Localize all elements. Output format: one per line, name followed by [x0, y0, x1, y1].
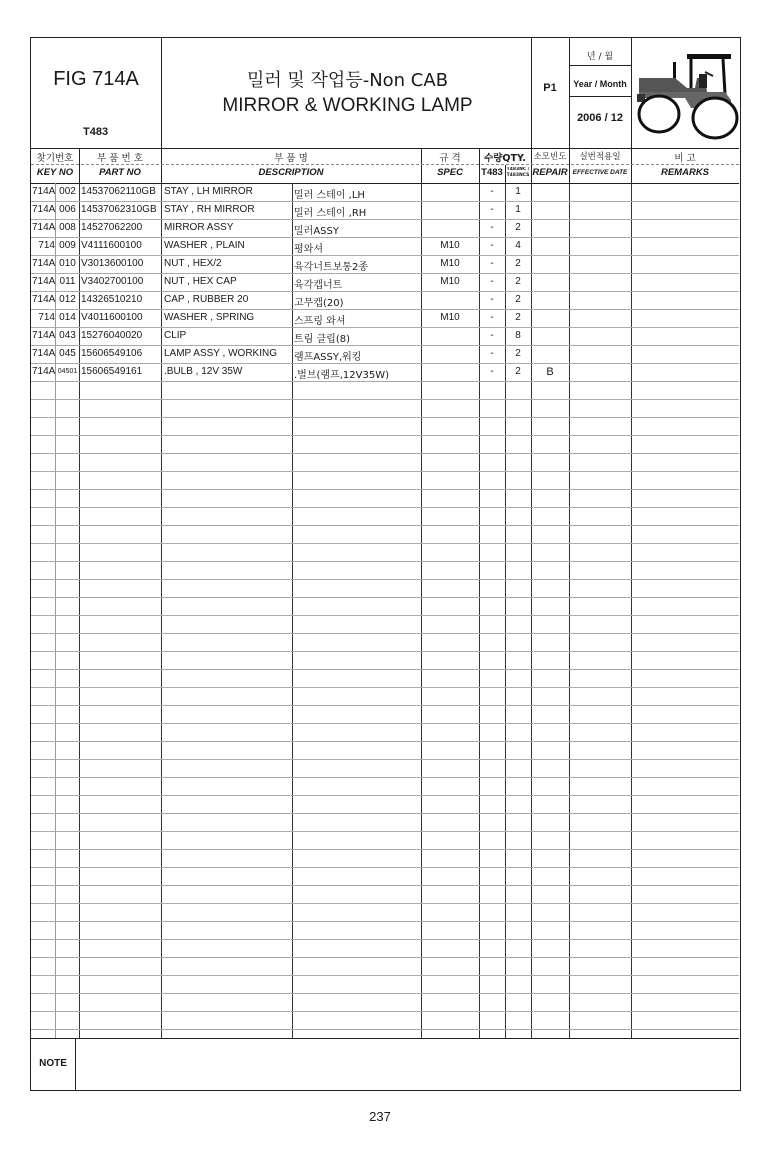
- remarks-heading-korean: 비 고: [674, 153, 696, 164]
- repair-heading: REPAIR: [532, 167, 568, 178]
- page-title-korean: 밀러 및 작업등-Non CAB: [246, 70, 449, 91]
- parts-table: [31, 183, 739, 1038]
- row-line: [31, 777, 739, 778]
- qty-cell: 2: [515, 294, 521, 305]
- key-sub-cell: 002: [59, 186, 76, 197]
- row-line: [31, 813, 739, 814]
- table-row: [31, 219, 739, 237]
- description-korean-cell: 밀러ASSY: [294, 226, 339, 237]
- repair-cell: B: [546, 366, 554, 378]
- row-line: [31, 597, 739, 598]
- effective-date-heading: EFFECTIVE DATE: [572, 169, 628, 176]
- part-no-heading-korean: 부 품 번 호: [97, 153, 143, 164]
- row-line: [31, 993, 739, 994]
- key-sub-cell: 011: [59, 276, 76, 287]
- qty-cell: 2: [515, 222, 521, 233]
- row-line: [31, 669, 739, 670]
- qty-model-cell: -: [490, 258, 494, 269]
- key-no-cell: 714: [38, 240, 55, 251]
- spec-cell: M10: [440, 276, 460, 287]
- spec-cell: M10: [440, 240, 460, 251]
- row-line: [31, 453, 739, 454]
- key-sub-cell: 010: [59, 258, 76, 269]
- description-cell: NUT , HEX CAP: [164, 276, 237, 287]
- divider: [161, 38, 162, 148]
- description-korean-cell: 평와셔: [294, 244, 323, 255]
- table-row: [31, 363, 739, 381]
- part-no-cell: 14527062200: [81, 222, 143, 233]
- row-line: [31, 795, 739, 796]
- key-sub-cell: 012: [59, 294, 76, 305]
- qty-model-heading: T483: [481, 167, 503, 178]
- column-headings: [31, 148, 739, 184]
- description-cell: WASHER , PLAIN: [164, 240, 245, 251]
- divider: [631, 38, 632, 148]
- key-no-cell: 714: [38, 312, 55, 323]
- parts-sheet: [30, 37, 741, 1091]
- row-line: [31, 507, 739, 508]
- qty-cell: 1: [515, 186, 521, 197]
- row-line: [31, 381, 739, 382]
- row-line: [31, 957, 739, 958]
- row-line: [31, 579, 739, 580]
- row-line: [31, 831, 739, 832]
- row-line: [31, 1011, 739, 1012]
- description-cell: MIRROR ASSY: [164, 222, 234, 233]
- key-no-cell: 714A: [32, 348, 55, 359]
- row-line: [31, 921, 739, 922]
- description-cell: STAY , LH MIRROR: [164, 186, 253, 197]
- row-line: [31, 705, 739, 706]
- key-sub-cell: 008: [59, 222, 76, 233]
- description-cell: NUT , HEX/2: [164, 258, 222, 269]
- row-line: [31, 759, 739, 760]
- remarks-heading: REMARKS: [660, 167, 710, 178]
- row-line: [31, 471, 739, 472]
- part-no-cell: 14326510210: [81, 294, 143, 305]
- divider: [75, 1039, 76, 1091]
- qty-model-cell: -: [490, 348, 494, 359]
- spec-cell: M10: [440, 258, 460, 269]
- table-row: [31, 183, 739, 201]
- table-row: [31, 273, 739, 291]
- qty-cell: 2: [515, 312, 521, 323]
- row-line: [31, 903, 739, 904]
- qty-model-cell: -: [490, 240, 494, 251]
- key-no-cell: 714A: [32, 186, 55, 197]
- spec-cell: M10: [440, 312, 460, 323]
- qty-model-cell: -: [490, 312, 494, 323]
- table-row: [31, 291, 739, 309]
- qty-cell: 4: [515, 240, 521, 251]
- page-number: 237: [369, 1109, 391, 1124]
- description-korean-cell: 밀러 스테이 ,LH: [294, 190, 365, 201]
- description-korean-cell: 램프ASSY,워킹: [294, 352, 362, 363]
- qty-cell: 8: [515, 330, 521, 341]
- spec-heading: SPEC: [437, 167, 463, 178]
- row-line: [31, 867, 739, 868]
- row-line: [31, 1029, 739, 1030]
- description-cell: .BULB , 12V 35W: [164, 366, 243, 377]
- table-row: [31, 345, 739, 363]
- sheet-header: [31, 38, 739, 149]
- qty-model-cell: -: [490, 366, 494, 377]
- row-line: [31, 543, 739, 544]
- row-line: [31, 525, 739, 526]
- model-code: T483: [83, 126, 109, 138]
- part-no-cell: V4111600100: [81, 240, 142, 251]
- qty-sub-heading: T483NC / T483NCS: [506, 167, 530, 178]
- key-no-heading: KEY NO: [36, 167, 74, 178]
- table-row: [31, 255, 739, 273]
- effective-date-heading-korean: 실번적용일: [579, 152, 621, 162]
- spec-heading-korean: 규 격: [439, 153, 461, 164]
- row-line: [31, 741, 739, 742]
- qty-model-cell: -: [490, 330, 494, 341]
- repair-heading-korean: 소모빈도: [533, 152, 567, 162]
- qty-heading: 수량QTY.: [484, 153, 526, 164]
- qty-cell: 2: [515, 366, 521, 377]
- qty-model-cell: -: [490, 294, 494, 305]
- description-cell: WASHER , SPRING: [164, 312, 255, 323]
- key-no-cell: 714A: [32, 294, 55, 305]
- row-line: [31, 633, 739, 634]
- row-line: [31, 561, 739, 562]
- key-sub-cell: 009: [59, 240, 76, 251]
- qty-model-cell: -: [490, 204, 494, 215]
- divider: [569, 65, 631, 66]
- description-korean-cell: .벌브(램프,12V35W): [294, 370, 389, 381]
- key-sub-cell: 04501: [57, 368, 78, 375]
- qty-cell: 2: [515, 348, 521, 359]
- part-no-cell: 15606549106: [81, 348, 143, 359]
- part-no-cell: 14537062310GB: [81, 204, 157, 215]
- table-row: [31, 201, 739, 219]
- row-line: [31, 849, 739, 850]
- row-line: [31, 885, 739, 886]
- key-no-cell: 714A: [32, 330, 55, 341]
- key-sub-cell: 043: [59, 330, 76, 341]
- part-no-cell: 14537062110GB: [81, 186, 156, 197]
- description-cell: CLIP: [164, 330, 187, 341]
- part-no-cell: V4011600100: [81, 312, 143, 323]
- key-sub-cell: 006: [59, 204, 76, 215]
- issue-date: 2006 / 12: [577, 112, 623, 124]
- key-no-cell: 714A: [32, 204, 55, 215]
- row-line: [31, 435, 739, 436]
- row-line: [31, 615, 739, 616]
- key-no-cell: 714A: [32, 276, 55, 287]
- description-cell: LAMP ASSY , WORKING: [164, 348, 277, 359]
- row-line: [31, 651, 739, 652]
- key-no-heading-korean: 찾기번호: [36, 153, 74, 164]
- tractor-icon: [635, 48, 739, 140]
- qty-model-cell: -: [490, 186, 494, 197]
- table-row: [31, 309, 739, 327]
- qty-model-cell: -: [490, 276, 494, 287]
- key-no-cell: 714A: [32, 258, 55, 269]
- key-no-cell: 714A: [32, 366, 55, 377]
- year-month-label-korean: 년 / 월: [586, 52, 614, 62]
- row-line: [31, 939, 739, 940]
- part-no-heading: PART NO: [99, 167, 141, 178]
- note-section: [31, 1038, 739, 1091]
- page-code: P1: [543, 82, 557, 94]
- row-line: [31, 723, 739, 724]
- description-cell: STAY , RH MIRROR: [164, 204, 255, 215]
- page-title: MIRROR & WORKING LAMP: [222, 95, 473, 116]
- note-label: NOTE: [39, 1058, 67, 1069]
- divider: [31, 164, 739, 165]
- description-korean-cell: 트림 클립(8): [294, 334, 350, 345]
- year-month-label: Year / Month: [573, 79, 627, 89]
- part-no-cell: 15276040020: [81, 330, 143, 341]
- part-no-cell: V3013600100: [81, 258, 144, 269]
- key-sub-cell: 014: [59, 312, 76, 323]
- description-korean-cell: 육각캡너트: [294, 280, 343, 291]
- part-no-cell: V3402700100: [81, 276, 144, 287]
- description-korean-cell: 스프링 와셔: [294, 316, 346, 327]
- description-cell: CAP , RUBBER 20: [164, 294, 249, 305]
- row-line: [31, 417, 739, 418]
- qty-model-cell: -: [490, 222, 494, 233]
- description-heading: DESCRIPTION: [258, 167, 324, 178]
- row-line: [31, 399, 739, 400]
- qty-cell: 1: [515, 204, 521, 215]
- description-korean-cell: 밀러 스테이 ,RH: [294, 208, 367, 219]
- row-line: [31, 489, 739, 490]
- description-heading-korean: 부 품 명: [274, 153, 308, 164]
- part-no-cell: 15606549161: [81, 366, 143, 377]
- key-no-cell: 714A: [32, 222, 55, 233]
- figure-number: FIG 714A: [53, 68, 139, 90]
- table-row: [31, 237, 739, 255]
- divider: [569, 96, 631, 97]
- qty-cell: 2: [515, 276, 521, 287]
- row-line: [31, 687, 739, 688]
- key-sub-cell: 045: [59, 348, 76, 359]
- description-korean-cell: 육각너트보통2종: [294, 262, 368, 273]
- qty-cell: 2: [515, 258, 521, 269]
- row-line: [31, 975, 739, 976]
- table-row: [31, 327, 739, 345]
- description-korean-cell: 고무캡(20): [294, 298, 344, 309]
